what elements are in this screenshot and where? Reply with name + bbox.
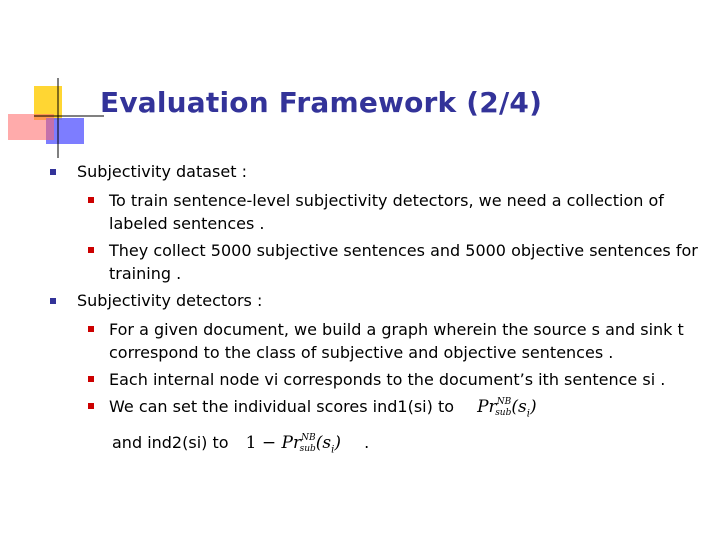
sub-bullet-graph: For a given document, we build a graph wherein the source s and sink t correspond to the class of subjective and objective sentences . [48, 318, 708, 364]
sub-bullet-train: To train sentence-level subjectivity detectors, we need a collection of labeled sentences . [48, 189, 708, 235]
formula-ind2: $1 - Pr^{NB}sub(s_i)$ [245, 433, 341, 456]
bullet-square-icon [88, 326, 94, 332]
bullet-square-icon [88, 376, 94, 382]
bullet-square-icon [88, 247, 94, 253]
slide-title: Evaluation Framework (2/4) [100, 86, 543, 119]
bullet-square-icon [88, 403, 94, 409]
sub-bullet-scores: We can set the individual scores ind1(si) to $Pr^{NB}sub(s_i)$ [48, 395, 708, 425]
slide-body [48, 160, 708, 463]
bullet-square-icon [50, 169, 56, 175]
bullet-subjectivity-detectors: Subjectivity detectors : [48, 289, 708, 313]
bullet-square-icon [88, 197, 94, 203]
bullet-subjectivity-dataset: Subjectivity dataset : [48, 160, 708, 184]
bullet-square-icon [50, 298, 56, 304]
sub-bullet-node: Each internal node vi corresponds to the document’s ith sentence si . [48, 368, 708, 391]
sub-bullet-collect: They collect 5000 subjective sentences and 5000 objective sentences for training . [48, 239, 708, 285]
corner-decoration [0, 0, 110, 170]
continuation-line: and ind2(si) to $1 - Pr^{NB}sub(s_i)$ . [48, 431, 708, 462]
formula-ind1: $Pr^{NB}sub(s_i)$ [477, 397, 537, 420]
